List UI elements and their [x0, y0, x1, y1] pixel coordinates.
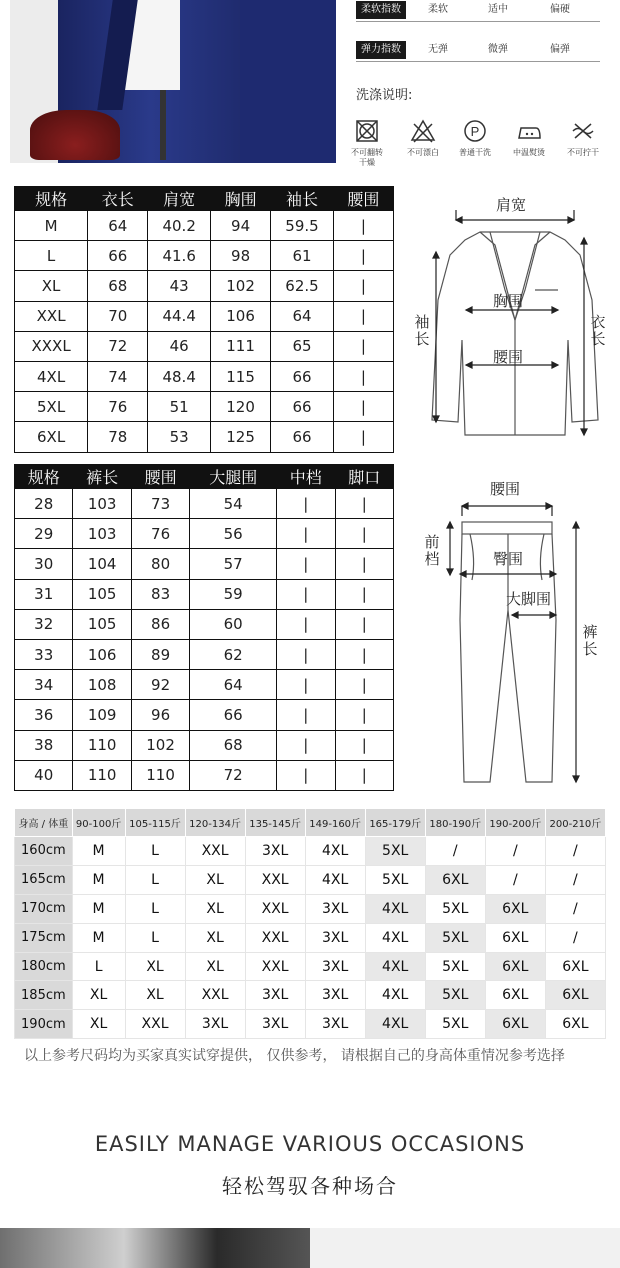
table-cell: 56: [190, 519, 277, 549]
size-cell: 6XL: [545, 981, 605, 1010]
column-header: 衣长: [88, 187, 148, 211]
table-cell: |: [277, 639, 335, 669]
column-header: 腰围: [333, 187, 393, 211]
size-cell: 4XL: [365, 894, 425, 923]
size-cell: 3XL: [245, 1010, 305, 1039]
table-cell: 108: [73, 670, 131, 700]
table-row: [15, 422, 394, 452]
table-cell: |: [277, 519, 335, 549]
table-cell: 80: [131, 549, 189, 579]
table-cell: 66: [271, 422, 334, 452]
size-cell: /: [485, 865, 545, 894]
size-cell: XXL: [125, 1010, 185, 1039]
size-cell: L: [125, 837, 185, 866]
elasticity-index-label: 弹力指数: [356, 41, 406, 59]
table-cell: |: [335, 519, 393, 549]
size-cell: 6XL: [485, 981, 545, 1010]
table-cell: |: [335, 670, 393, 700]
column-header: 肩宽: [148, 187, 211, 211]
table-cell: 46: [148, 331, 211, 361]
table-cell: 44.4: [148, 301, 211, 331]
table-cell: 102: [131, 730, 189, 760]
svg-text:P: P: [470, 124, 480, 139]
weight-header: 165-179斤: [365, 809, 425, 837]
table-cell: 62: [190, 639, 277, 669]
table-cell: 29: [15, 519, 73, 549]
size-cell: XL: [125, 981, 185, 1010]
column-header: 袖长: [271, 187, 334, 211]
table-cell: 106: [73, 639, 131, 669]
table-cell: 61: [271, 241, 334, 271]
table-row: [15, 837, 606, 866]
corner-header: 身高 / 体重: [15, 809, 73, 837]
height-header: 190cm: [15, 1010, 73, 1039]
wash-item-label: 普通干洗: [459, 148, 491, 157]
table-cell: 105: [73, 579, 131, 609]
size-cell: 3XL: [305, 952, 365, 981]
table-cell: 33: [15, 639, 73, 669]
wash-item-label: 不可翻转: [351, 148, 383, 157]
size-cell: 4XL: [305, 837, 365, 866]
table-cell: 74: [88, 361, 148, 391]
table-cell: 4XL: [15, 361, 88, 391]
table-cell: 32: [15, 609, 73, 639]
table-cell: L: [15, 241, 88, 271]
table-cell: 104: [73, 549, 131, 579]
table-row: [15, 981, 606, 1010]
size-cell: 6XL: [425, 865, 485, 894]
table-cell: 65: [271, 331, 334, 361]
table-cell: 115: [211, 361, 271, 391]
table-cell: 66: [271, 361, 334, 391]
wash-item-label: 干燥: [359, 158, 375, 167]
table-cell: |: [277, 760, 335, 790]
table-cell: 51: [148, 392, 211, 422]
table-cell: |: [277, 489, 335, 519]
size-cell: XXL: [185, 981, 245, 1010]
size-cell: 5XL: [425, 1010, 485, 1039]
size-cell: 5XL: [425, 952, 485, 981]
height-header: 170cm: [15, 894, 73, 923]
size-cell: /: [545, 837, 605, 866]
softness-option: 适中: [488, 4, 508, 15]
table-cell: 105: [73, 609, 131, 639]
softness-option: 偏硬: [550, 4, 570, 15]
size-cell: XXL: [245, 923, 305, 952]
column-header: 规格: [15, 187, 88, 211]
size-cell: 3XL: [185, 1010, 245, 1039]
table-cell: |: [277, 700, 335, 730]
table-cell: 73: [131, 489, 189, 519]
table-cell: 72: [190, 760, 277, 790]
column-header: 胸围: [211, 187, 271, 211]
size-cell: 6XL: [485, 952, 545, 981]
table-cell: 86: [131, 609, 189, 639]
table-cell: 109: [73, 700, 131, 730]
size-cell: 6XL: [545, 1010, 605, 1039]
size-cell: 3XL: [305, 981, 365, 1010]
table-cell: 40.2: [148, 211, 211, 241]
table-cell: 72: [88, 331, 148, 361]
table-row: [15, 670, 394, 700]
hip-label: 臀围: [493, 550, 524, 568]
table-row: [15, 760, 394, 790]
table-cell: |: [277, 609, 335, 639]
no-tumble-dry-icon: [354, 118, 380, 144]
table-cell: 98: [211, 241, 271, 271]
section-title-en: EASILY MANAGE VARIOUS OCCASIONS: [94, 1132, 526, 1156]
table-cell: 111: [211, 331, 271, 361]
size-cell: L: [125, 894, 185, 923]
weight-header: 135-145斤: [245, 809, 305, 837]
size-cell: 5XL: [425, 923, 485, 952]
table-row: [15, 639, 394, 669]
table-cell: 76: [131, 519, 189, 549]
size-cell: XXL: [245, 894, 305, 923]
size-cell: XL: [72, 981, 125, 1010]
table-cell: 57: [190, 549, 277, 579]
table-cell: 92: [131, 670, 189, 700]
size-cell: M: [72, 837, 125, 866]
wash-item: [556, 118, 610, 158]
coat-size-table: [14, 186, 394, 453]
hem-label: 大脚围: [506, 590, 552, 608]
size-cell: 4XL: [365, 1010, 425, 1039]
pants-waist-label: 腰围: [490, 480, 521, 498]
table-cell: 68: [190, 730, 277, 760]
table-header-row: [15, 809, 606, 837]
waist-label: 腰围: [493, 348, 524, 366]
table-cell: |: [335, 609, 393, 639]
size-cell: L: [125, 865, 185, 894]
size-cell: 4XL: [365, 952, 425, 981]
table-cell: 68: [88, 271, 148, 301]
table-cell: 83: [131, 579, 189, 609]
wash-item: [396, 118, 450, 158]
size-cell: 6XL: [545, 952, 605, 981]
size-cell: 5XL: [425, 981, 485, 1010]
size-cell: M: [72, 923, 125, 952]
weight-header: 180-190斤: [425, 809, 485, 837]
table-cell: 64: [271, 301, 334, 331]
size-cell: 6XL: [485, 894, 545, 923]
wash-item-label: 不可拧干: [567, 148, 599, 157]
table-cell: 70: [88, 301, 148, 331]
wash-item: [340, 118, 394, 168]
table-cell: |: [333, 331, 393, 361]
table-cell: M: [15, 211, 88, 241]
weight-header: 149-160斤: [305, 809, 365, 837]
size-cell: /: [545, 894, 605, 923]
pants-length-label: 裤长: [582, 623, 598, 658]
size-cell: M: [72, 894, 125, 923]
column-header: 腰围: [131, 465, 189, 489]
table-cell: 5XL: [15, 392, 88, 422]
weight-header: 120-134斤: [185, 809, 245, 837]
table-cell: 103: [73, 489, 131, 519]
table-cell: XL: [15, 271, 88, 301]
sleeve-length-label: 袖长: [414, 313, 430, 348]
size-cell: /: [425, 837, 485, 866]
table-row: [15, 952, 606, 981]
table-cell: 64: [190, 670, 277, 700]
size-cell: L: [125, 923, 185, 952]
size-cell: /: [545, 923, 605, 952]
height-header: 165cm: [15, 865, 73, 894]
table-cell: 96: [131, 700, 189, 730]
table-row: [15, 519, 394, 549]
table-cell: 94: [211, 211, 271, 241]
size-cell: XL: [185, 923, 245, 952]
size-cell: XL: [185, 894, 245, 923]
table-row: [15, 894, 606, 923]
chest-label: 胸围: [493, 292, 524, 310]
table-cell: 43: [148, 271, 211, 301]
table-cell: 102: [211, 271, 271, 301]
table-cell: |: [333, 211, 393, 241]
table-cell: |: [335, 489, 393, 519]
table-cell: |: [277, 730, 335, 760]
height-header: 180cm: [15, 952, 73, 981]
size-cell: 3XL: [305, 894, 365, 923]
table-row: [15, 579, 394, 609]
table-cell: |: [335, 760, 393, 790]
size-cell: 3XL: [245, 981, 305, 1010]
table-cell: 125: [211, 422, 271, 452]
wash-item-label: 不可漂白: [407, 148, 439, 157]
table-cell: 76: [88, 392, 148, 422]
table-cell: |: [333, 271, 393, 301]
softness-index-label: 柔软指数: [356, 1, 406, 19]
softness-option: 柔软: [428, 4, 448, 15]
size-cell: 6XL: [485, 1010, 545, 1039]
size-cell: 3XL: [305, 923, 365, 952]
table-cell: 64: [88, 211, 148, 241]
weight-header: 200-210斤: [545, 809, 605, 837]
table-cell: 66: [88, 241, 148, 271]
table-row: [15, 301, 394, 331]
size-cell: XL: [185, 865, 245, 894]
table-row: [15, 489, 394, 519]
table-row: [15, 361, 394, 391]
table-row: [15, 392, 394, 422]
table-cell: |: [333, 301, 393, 331]
table-cell: |: [333, 392, 393, 422]
table-row: [15, 609, 394, 639]
no-wring-icon: [570, 118, 596, 144]
table-cell: |: [335, 639, 393, 669]
elasticity-option: 微弹: [488, 44, 508, 55]
table-cell: 48.4: [148, 361, 211, 391]
weight-header: 105-115斤: [125, 809, 185, 837]
size-note: 以上参考尺码均为买家真实试穿提供， 仅供参考， 请根据自己的身高体重情况参考选择: [24, 1048, 565, 1064]
table-cell: 31: [15, 579, 73, 609]
table-cell: 30: [15, 549, 73, 579]
product-photo-top: [10, 0, 336, 163]
table-cell: 54: [190, 489, 277, 519]
dry-clean-icon: [462, 118, 488, 144]
column-header: 裤长: [73, 465, 131, 489]
size-cell: 3XL: [305, 1010, 365, 1039]
table-cell: 62.5: [271, 271, 334, 301]
table-cell: 60: [190, 609, 277, 639]
table-cell: 106: [211, 301, 271, 331]
section-title-cn: 轻松驾驭各种场合: [222, 1174, 398, 1198]
table-cell: 110: [73, 760, 131, 790]
table-cell: 34: [15, 670, 73, 700]
size-cell: /: [545, 865, 605, 894]
table-row: [15, 241, 394, 271]
coat-length-label: 衣长: [590, 313, 606, 348]
size-cell: 6XL: [485, 923, 545, 952]
height-header: 160cm: [15, 837, 73, 866]
size-cell: 4XL: [365, 981, 425, 1010]
height-header: 185cm: [15, 981, 73, 1010]
size-cell: 5XL: [365, 837, 425, 866]
table-cell: |: [277, 670, 335, 700]
table-row: [15, 865, 606, 894]
table-cell: XXL: [15, 301, 88, 331]
table-cell: 53: [148, 422, 211, 452]
table-cell: 120: [211, 392, 271, 422]
size-cell: M: [72, 865, 125, 894]
table-row: [15, 331, 394, 361]
column-header: 规格: [15, 465, 73, 489]
column-header: 大腿围: [190, 465, 277, 489]
table-cell: 6XL: [15, 422, 88, 452]
column-header: 脚口: [335, 465, 393, 489]
table-row: [15, 700, 394, 730]
table-cell: 59: [190, 579, 277, 609]
pants-measurement-diagram: [420, 470, 600, 790]
size-cell: L: [72, 952, 125, 981]
table-cell: |: [335, 700, 393, 730]
occasion-photo-placeholder: [310, 1228, 620, 1268]
rise-label: 前档: [424, 533, 440, 568]
table-row: [15, 923, 606, 952]
table-cell: 28: [15, 489, 73, 519]
size-cell: XL: [185, 952, 245, 981]
coat-measurement-diagram: [410, 190, 610, 450]
elasticity-option: 偏弹: [550, 44, 570, 55]
wash-item: [502, 118, 556, 158]
table-cell: |: [277, 579, 335, 609]
iron-medium-icon: [516, 118, 542, 144]
size-cell: XXL: [245, 952, 305, 981]
size-cell: XXL: [245, 865, 305, 894]
size-recommendation-table: [14, 808, 606, 1039]
table-cell: 103: [73, 519, 131, 549]
shoulder-label: 肩宽: [496, 196, 527, 214]
wash-item-label: 中温熨烫: [513, 148, 545, 157]
table-row: [15, 1010, 606, 1039]
table-cell: 36: [15, 700, 73, 730]
size-cell: 4XL: [365, 923, 425, 952]
size-cell: /: [485, 837, 545, 866]
table-header-row: [15, 187, 394, 211]
occasion-photo: [0, 1228, 310, 1268]
weight-header: 90-100斤: [72, 809, 125, 837]
table-cell: 78: [88, 422, 148, 452]
elasticity-index-row: [356, 40, 600, 62]
pants-size-table: [14, 464, 394, 791]
no-bleach-icon: [410, 118, 436, 144]
table-cell: |: [333, 241, 393, 271]
table-cell: 40: [15, 760, 73, 790]
table-row: [15, 549, 394, 579]
table-cell: 66: [271, 392, 334, 422]
table-cell: |: [335, 730, 393, 760]
table-cell: 66: [190, 700, 277, 730]
table-cell: 89: [131, 639, 189, 669]
size-cell: XXL: [185, 837, 245, 866]
elasticity-option: 无弹: [428, 44, 448, 55]
size-cell: XL: [125, 952, 185, 981]
table-row: [15, 730, 394, 760]
wash-instructions-title: 洗涤说明:: [356, 88, 413, 103]
table-row: [15, 211, 394, 241]
weight-header: 190-200斤: [485, 809, 545, 837]
column-header: 中档: [277, 465, 335, 489]
table-cell: |: [333, 361, 393, 391]
wash-item: [448, 118, 502, 158]
size-cell: 5XL: [425, 894, 485, 923]
size-cell: 3XL: [245, 837, 305, 866]
table-cell: |: [277, 549, 335, 579]
table-cell: |: [333, 422, 393, 452]
table-row: [15, 271, 394, 301]
table-cell: 38: [15, 730, 73, 760]
table-cell: 59.5: [271, 211, 334, 241]
softness-index-row: [356, 0, 600, 22]
table-cell: |: [335, 549, 393, 579]
table-cell: |: [335, 579, 393, 609]
table-cell: 110: [131, 760, 189, 790]
table-cell: 110: [73, 730, 131, 760]
height-header: 175cm: [15, 923, 73, 952]
size-cell: 4XL: [305, 865, 365, 894]
table-cell: XXXL: [15, 331, 88, 361]
table-cell: 41.6: [148, 241, 211, 271]
size-cell: XL: [72, 1010, 125, 1039]
table-header-row: [15, 465, 394, 489]
size-cell: 5XL: [365, 865, 425, 894]
